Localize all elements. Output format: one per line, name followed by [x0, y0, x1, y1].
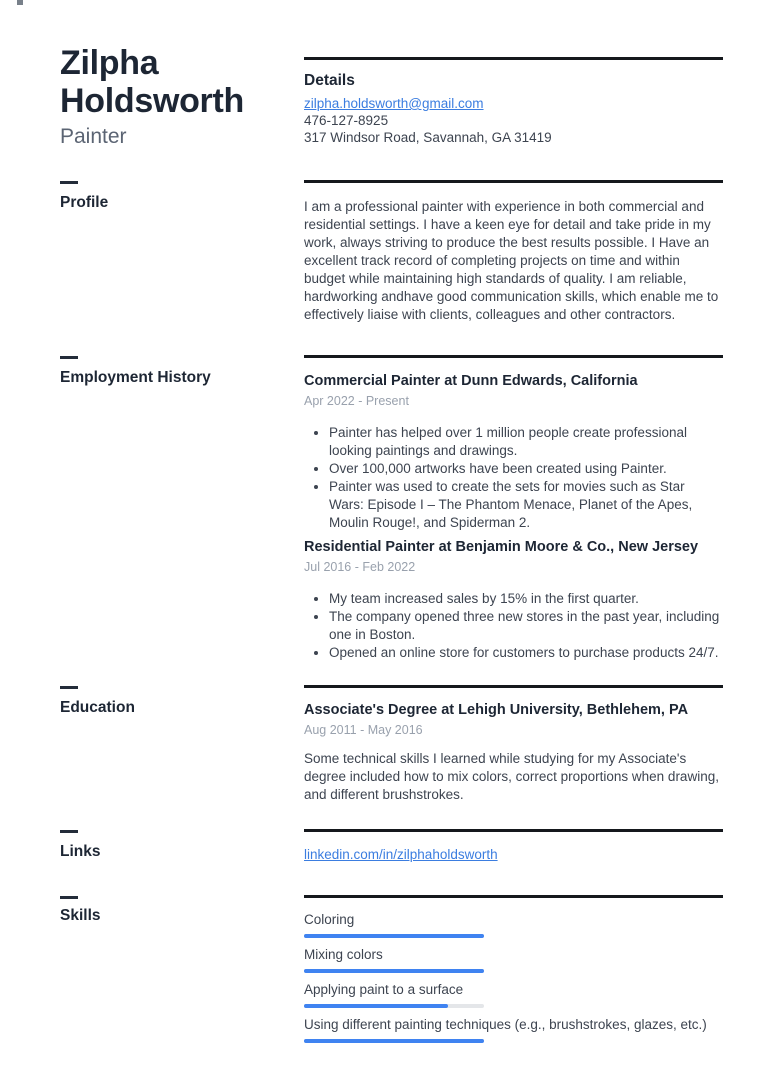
skill-label: Using different painting techniques (e.g., brushstrokes, glazes, etc.)	[304, 1017, 707, 1032]
links-section	[304, 846, 723, 863]
employment-rule	[304, 355, 723, 358]
skills-list	[304, 911, 723, 1051]
phone-number: 476-127-8925	[304, 113, 389, 128]
job-bullet: • My team increased sales by 15% in the first quarter.	[329, 590, 723, 608]
education-heading: Education	[60, 699, 135, 716]
job-period: Jul 2016 - Feb 2022	[304, 560, 416, 574]
skill-bar-fill	[304, 1004, 448, 1008]
skill-item	[304, 911, 723, 946]
employment-dash	[60, 356, 78, 359]
profile-text: I am a professional painter with experience in both commercial and residential settings. I have a keen eye for detail and take pride in my work, always striving to produce the best results possible. I Have an excellent track record of completing projects on time and within budget while maintaining high standards of quality. I am reliable, hardworking andhave good communication skills, which enable me to effectively liaise with clients, colleagues and other contractors.	[304, 199, 719, 322]
skills-heading: Skills	[60, 907, 101, 924]
skills-rule	[304, 895, 723, 898]
details-section	[304, 72, 723, 146]
skill-item	[304, 981, 723, 1016]
profile-rule	[304, 180, 723, 183]
skill-bar-track	[304, 969, 484, 973]
skill-bar-fill	[304, 934, 484, 938]
skill-bar-track	[304, 1004, 484, 1008]
postal-address: 317 Windsor Road, Savannah, GA 31419	[304, 130, 552, 145]
education-period: Aug 2011 - May 2016	[304, 723, 423, 737]
job-bullet: • Opened an online store for customers to purchase products 24/7.	[329, 644, 723, 662]
education-entry	[304, 701, 723, 804]
job-entry	[304, 538, 723, 662]
skill-label: Coloring	[304, 912, 355, 927]
education-dash	[60, 686, 78, 689]
person-job-title: Painter	[60, 125, 127, 148]
skill-bar-track	[304, 934, 484, 938]
job-bullet: • Painter was used to create the sets for movies such as Star Wars: Episode I – The Phantom Menace, Planet of the Apes, Moulin Rouge!, and Spiderman 2.	[329, 478, 723, 532]
job-bullet: • Over 100,000 artworks have been created using Painter.	[329, 460, 723, 478]
job-title: Residential Painter at Benjamin Moore & Co., New Jersey	[304, 539, 699, 555]
employment-heading: Employment History	[60, 369, 211, 386]
linkedin-link[interactable]: linkedin.com/in/zilphaholdsworth	[304, 847, 498, 862]
job-period: Apr 2022 - Present	[304, 394, 409, 408]
skills-dash	[60, 896, 78, 899]
job-bullet-list	[304, 590, 723, 662]
profile-heading: Profile	[60, 194, 109, 211]
education-rule	[304, 685, 723, 688]
profile-dash	[60, 181, 78, 184]
skill-label: Mixing colors	[304, 947, 383, 962]
corner-mark	[17, 0, 23, 5]
education-text: Some technical skills I learned while studying for my Associate's degree included how to mix colors, correct proportions when drawing, and different brushstrokes.	[304, 751, 719, 802]
job-entry	[304, 372, 723, 532]
links-rule	[304, 829, 723, 832]
job-bullet-list	[304, 424, 723, 532]
skill-item	[304, 946, 723, 981]
skill-bar-fill	[304, 1039, 484, 1043]
skill-label: Applying paint to a surface	[304, 982, 464, 997]
links-heading: Links	[60, 843, 101, 860]
job-title: Commercial Painter at Dunn Edwards, California	[304, 373, 638, 389]
details-heading: Details	[304, 72, 355, 89]
skill-item	[304, 1016, 723, 1051]
skill-bar-track	[304, 1039, 484, 1043]
job-bullet: • The company opened three new stores in the past year, including one in Boston.	[329, 608, 723, 644]
skill-bar-fill	[304, 969, 484, 973]
job-bullet: • Painter has helped over 1 million people create professional looking paintings and drawings.	[329, 424, 723, 460]
email-link[interactable]: zilpha.holdsworth@gmail.com	[304, 96, 484, 111]
degree-title: Associate's Degree at Lehigh University, Bethlehem, PA	[304, 702, 689, 718]
links-dash	[60, 830, 78, 833]
details-top-rule	[304, 57, 723, 60]
person-name: Zilpha Holdsworth	[60, 44, 244, 120]
